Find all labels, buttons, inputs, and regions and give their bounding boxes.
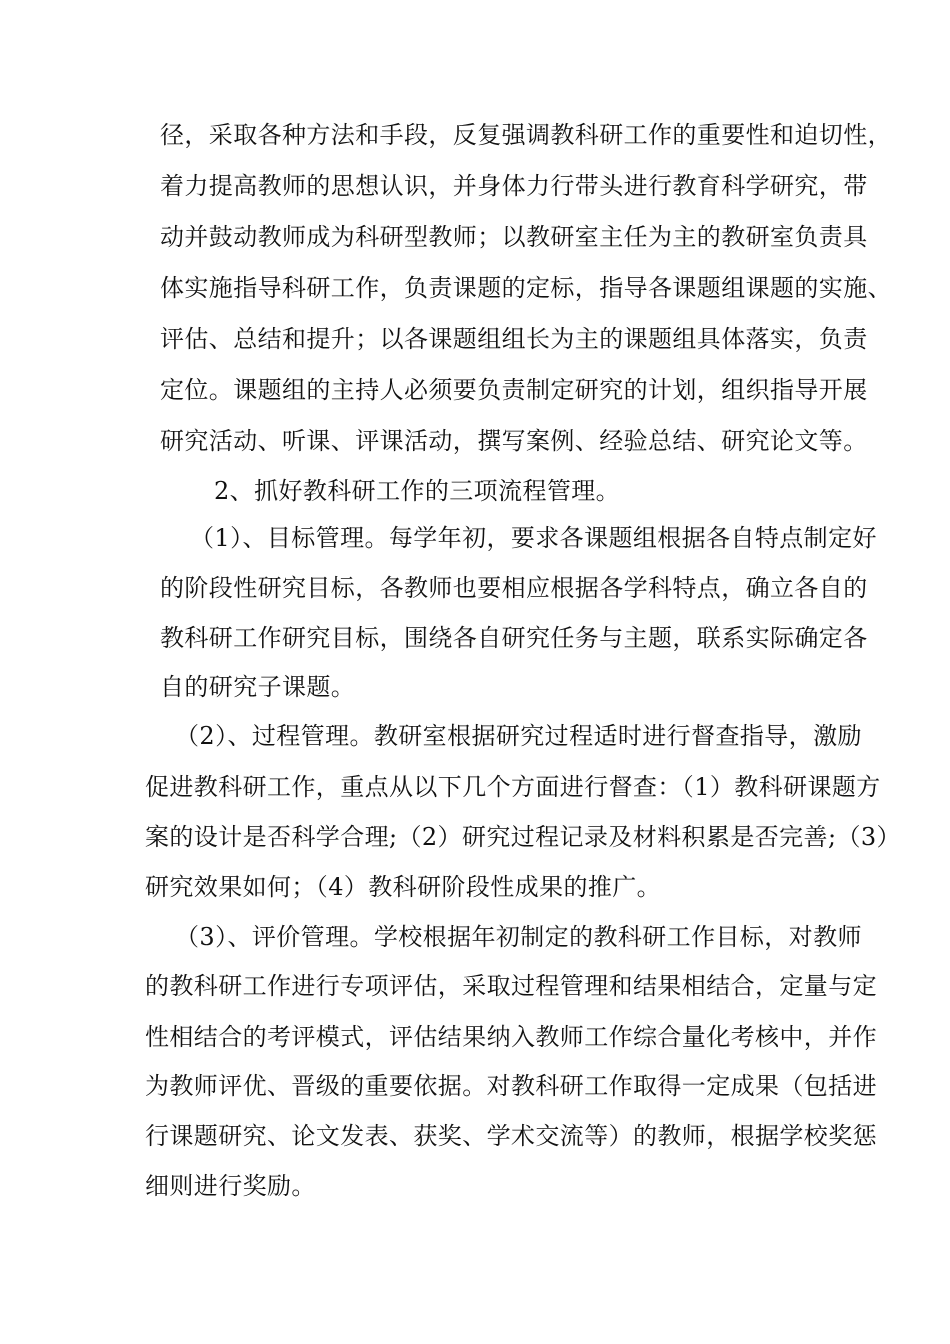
text-line: （2）、过程管理。教研室根据研究过程适时进行督查指导，激励: [175, 722, 862, 750]
text-line: 着力提高教师的思想认识，并身体力行带头进行教育科学研究，带: [160, 172, 868, 200]
text-line: 教科研工作研究目标，围绕各自研究任务与主题，联系实际确定各: [160, 624, 868, 652]
text-line: 的阶段性研究目标，各教师也要相应根据各学科特点，确立各自的: [160, 574, 868, 602]
text-line: 自的研究子课题。: [160, 673, 356, 701]
text-line: 评估、总结和提升；以各课题组组长为主的课题组具体落实，负责: [160, 325, 868, 353]
text-line: 径，采取各种方法和手段，反复强调教科研工作的重要性和迫切性，: [160, 121, 892, 149]
text-line: （3）、评价管理。学校根据年初制定的教科研工作目标，对教师: [175, 923, 862, 951]
text-line: 案的设计是否科学合理;（2）研究过程记录及材料积累是否完善;（3）: [145, 823, 901, 851]
text-line: 体实施指导科研工作，负责课题的定标，指导各课题组课题的实施、: [160, 274, 892, 302]
text-line: 细则进行奖励。: [145, 1172, 316, 1200]
text-line: 为教师评优、晋级的重要依据。对教科研工作取得一定成果（包括进: [145, 1072, 877, 1100]
text-line: 动并鼓动教师成为科研型教师；以教研室主任为主的教研室负责具: [160, 223, 868, 251]
text-line: 行课题研究、论文发表、获奖、学术交流等）的教师，根据学校奖惩: [145, 1122, 877, 1150]
text-line: 促进教科研工作，重点从以下几个方面进行督查：（1）教科研课题方: [145, 773, 881, 801]
text-line: （1）、目标管理。每学年初，要求各课题组根据各自特点制定好: [190, 524, 877, 552]
text-line: 性相结合的考评模式，评估结果纳入教师工作综合量化考核中，并作: [145, 1023, 877, 1051]
text-line: 研究效果如何；（4）教科研阶段性成果的推广。: [145, 873, 662, 901]
text-line: 研究活动、听课、评课活动，撰写案例、经验总结、研究论文等。: [160, 427, 868, 455]
section-heading: 2、抓好教科研工作的三项流程管理。: [214, 477, 621, 505]
text-line: 定位。课题组的主持人必须要负责制定研究的计划，组织指导开展: [160, 376, 868, 404]
text-line: 的教科研工作进行专项评估，采取过程管理和结果相结合，定量与定: [145, 972, 877, 1000]
